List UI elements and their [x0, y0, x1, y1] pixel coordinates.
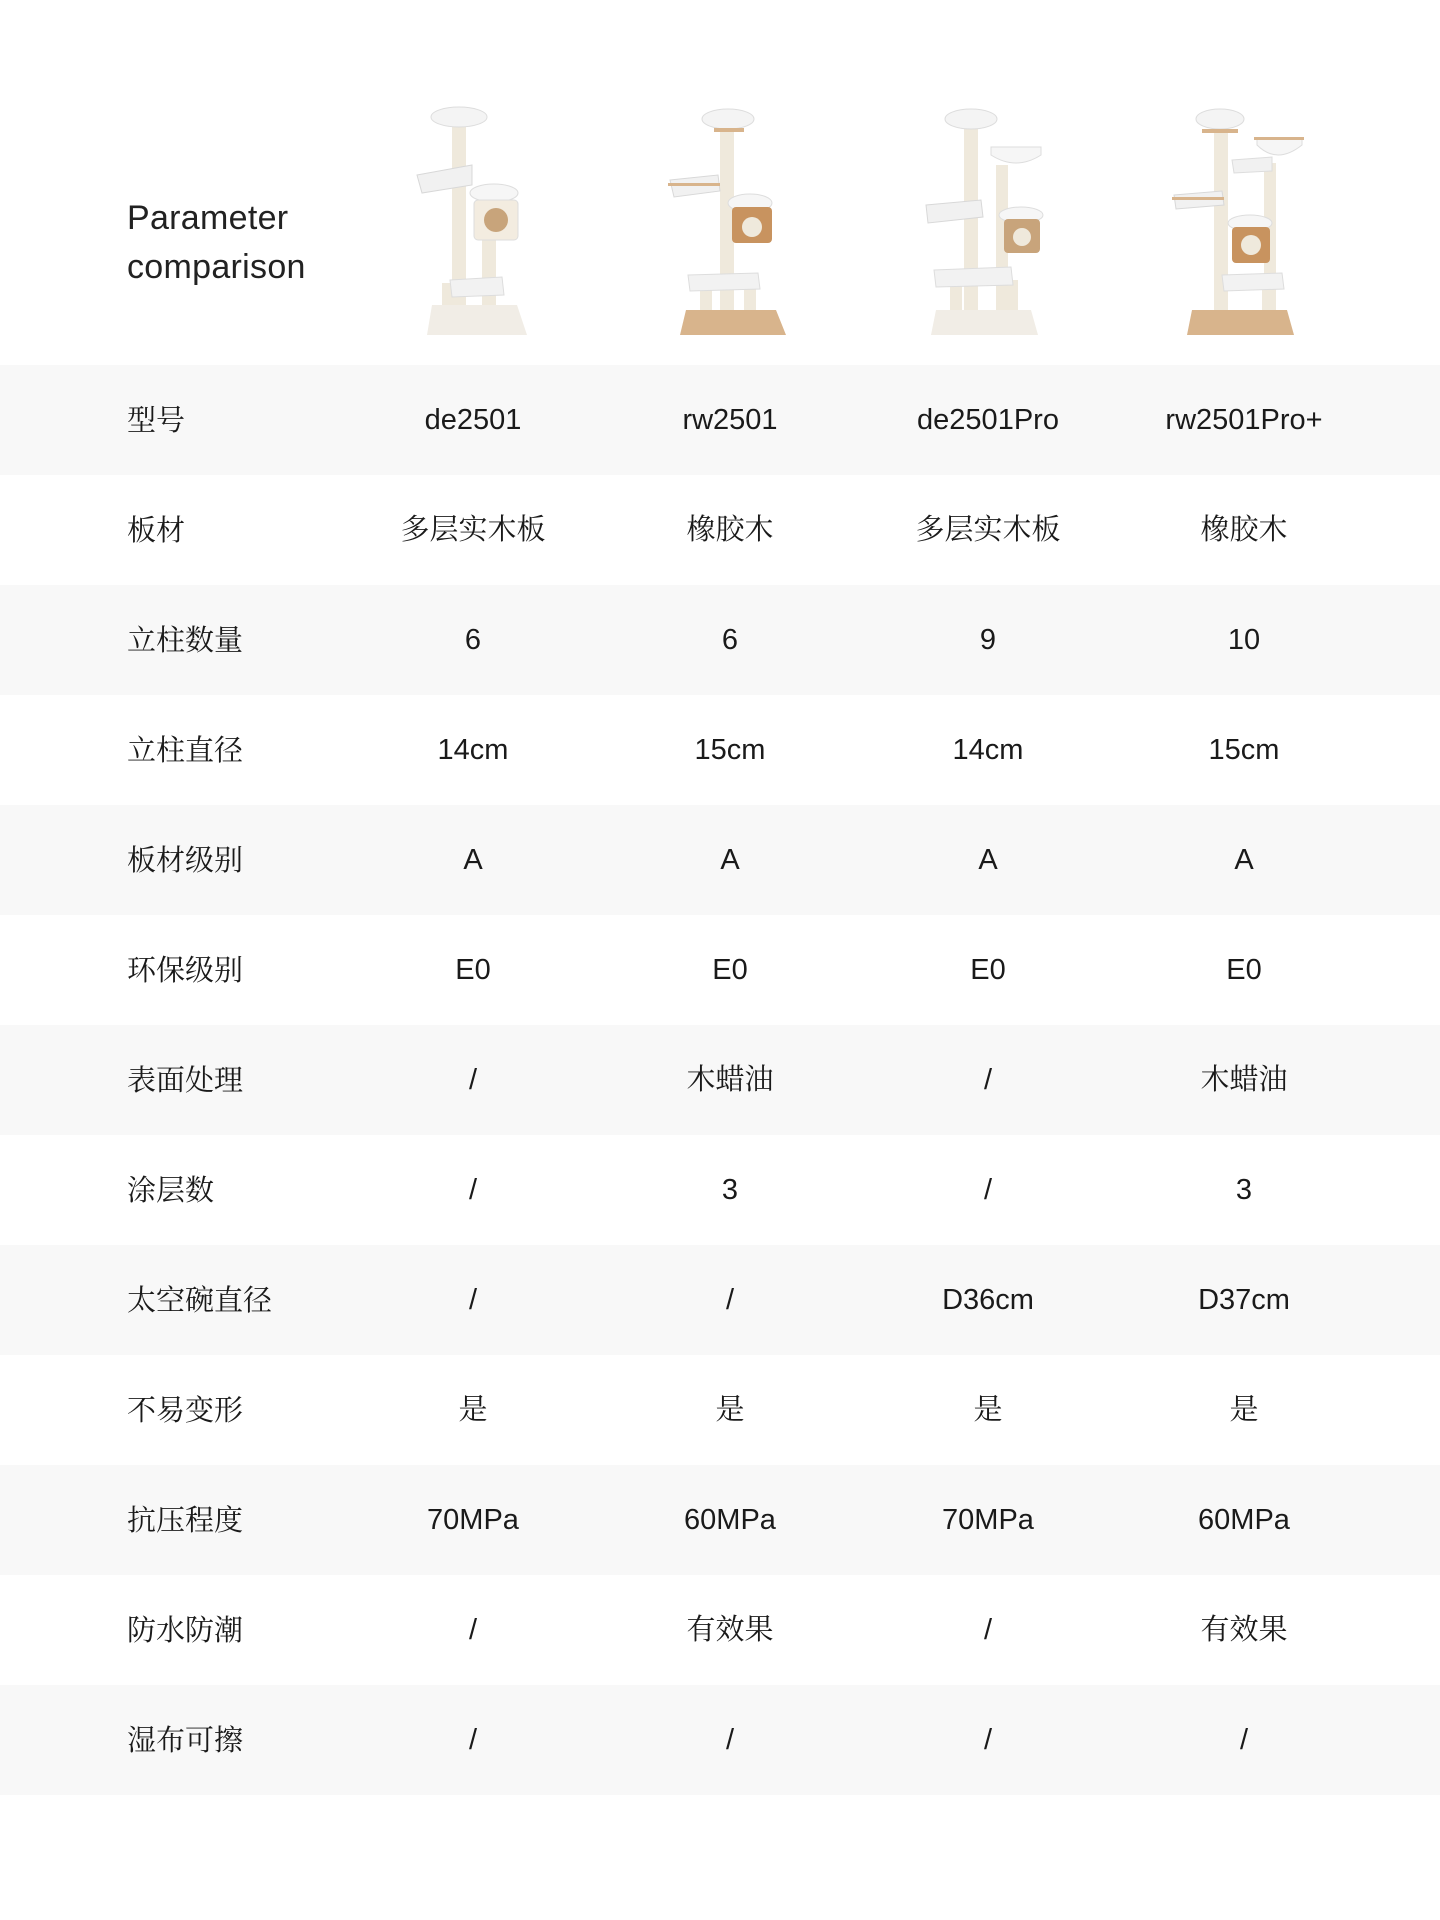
- table-row: [0, 365, 1440, 475]
- table-cell: 3: [1235, 1174, 1253, 1206]
- table-row: [0, 585, 1440, 695]
- table-cell: D36cm: [942, 1284, 1034, 1316]
- table-cell: A: [720, 844, 740, 876]
- table-cell: /: [1239, 1724, 1249, 1756]
- table-cell: 9: [979, 624, 997, 656]
- cat-tree-image: [648, 105, 808, 335]
- table-cell: E0: [455, 954, 491, 986]
- table-cell: /: [468, 1724, 478, 1756]
- table-cell: /: [983, 1614, 993, 1646]
- table-cell: /: [468, 1284, 478, 1316]
- table-cell: 是: [973, 1394, 1003, 1426]
- table-row: [0, 1135, 1440, 1245]
- table-cell: 70MPa: [942, 1504, 1034, 1536]
- table-cell: A: [1234, 844, 1254, 876]
- table-cell: A: [978, 844, 998, 876]
- row-label: 表面处理: [127, 1063, 244, 1097]
- table-cell: 有效果: [1200, 1614, 1288, 1646]
- row-label: 太空碗直径: [127, 1283, 273, 1317]
- row-label: 不易变形: [127, 1393, 244, 1427]
- table-cell: 橡胶木: [1200, 514, 1288, 546]
- product-image-rw2501: [648, 105, 808, 335]
- table-row: [0, 475, 1440, 585]
- table-cell: 15cm: [694, 734, 766, 766]
- table-row: [0, 915, 1440, 1025]
- table-row: [0, 1355, 1440, 1465]
- table-cell: 是: [458, 1394, 488, 1426]
- table-cell: /: [468, 1064, 478, 1096]
- row-label: 型号: [127, 403, 186, 437]
- table-cell: 多层实木板: [915, 514, 1061, 546]
- row-label: 板材: [127, 513, 186, 547]
- table-row: [0, 1025, 1440, 1135]
- table-cell: D37cm: [1198, 1284, 1290, 1316]
- table-cell: E0: [712, 954, 748, 986]
- table-cell: /: [983, 1064, 993, 1096]
- product-image-de2501: [392, 105, 552, 335]
- product-image-de2501pro: [906, 105, 1066, 335]
- table-row: [0, 695, 1440, 805]
- table-cell: 有效果: [686, 1614, 774, 1646]
- table-cell: 14cm: [437, 734, 509, 766]
- comparison-table: [0, 365, 1440, 1795]
- table-cell: 木蜡油: [686, 1064, 774, 1096]
- table-cell: /: [468, 1174, 478, 1206]
- table-cell: E0: [970, 954, 1006, 986]
- table-row: [0, 1575, 1440, 1685]
- table-cell: 10: [1227, 624, 1261, 656]
- table-cell: 3: [721, 1174, 739, 1206]
- title-line-1: Parameter: [127, 199, 289, 237]
- table-cell: rw2501Pro+: [1165, 404, 1323, 436]
- table-cell: 是: [715, 1394, 745, 1426]
- table-row: [0, 1465, 1440, 1575]
- table-cell: /: [983, 1724, 993, 1756]
- table-cell: 木蜡油: [1200, 1064, 1288, 1096]
- table-cell: E0: [1226, 954, 1262, 986]
- row-label: 环保级别: [127, 953, 244, 987]
- table-cell: 70MPa: [427, 1504, 519, 1536]
- table-cell: 6: [721, 624, 739, 656]
- row-label: 抗压程度: [127, 1503, 244, 1537]
- table-cell: 14cm: [952, 734, 1024, 766]
- row-label: 立柱直径: [127, 733, 244, 767]
- row-label: 湿布可擦: [127, 1723, 244, 1757]
- cat-tree-image: [906, 105, 1066, 335]
- row-label: 立柱数量: [127, 623, 244, 657]
- row-label: 防水防潮: [127, 1613, 244, 1647]
- table-row: [0, 805, 1440, 915]
- product-image-rw2501pro-plus: [1162, 105, 1322, 335]
- table-cell: 60MPa: [684, 1504, 776, 1536]
- table-cell: /: [725, 1724, 735, 1756]
- table-row: [0, 1685, 1440, 1795]
- table-cell: /: [725, 1284, 735, 1316]
- table-cell: 是: [1229, 1394, 1259, 1426]
- table-cell: 6: [464, 624, 482, 656]
- cat-tree-image: [1162, 105, 1322, 335]
- page-title: [127, 194, 306, 292]
- table-cell: 橡胶木: [686, 514, 774, 546]
- table-cell: 多层实木板: [400, 514, 546, 546]
- cat-tree-image: [392, 105, 552, 335]
- table-cell: de2501: [424, 404, 522, 436]
- title-line-2: comparison: [127, 248, 306, 286]
- table-cell: /: [983, 1174, 993, 1206]
- table-cell: /: [468, 1614, 478, 1646]
- table-cell: rw2501: [682, 404, 778, 436]
- row-label: 板材级别: [127, 843, 244, 877]
- table-cell: 15cm: [1208, 734, 1280, 766]
- table-cell: A: [463, 844, 483, 876]
- table-cell: 60MPa: [1198, 1504, 1290, 1536]
- table-cell: de2501Pro: [917, 404, 1059, 436]
- table-row: [0, 1245, 1440, 1355]
- row-label: 涂层数: [127, 1173, 215, 1207]
- comparison-header: [0, 0, 1440, 365]
